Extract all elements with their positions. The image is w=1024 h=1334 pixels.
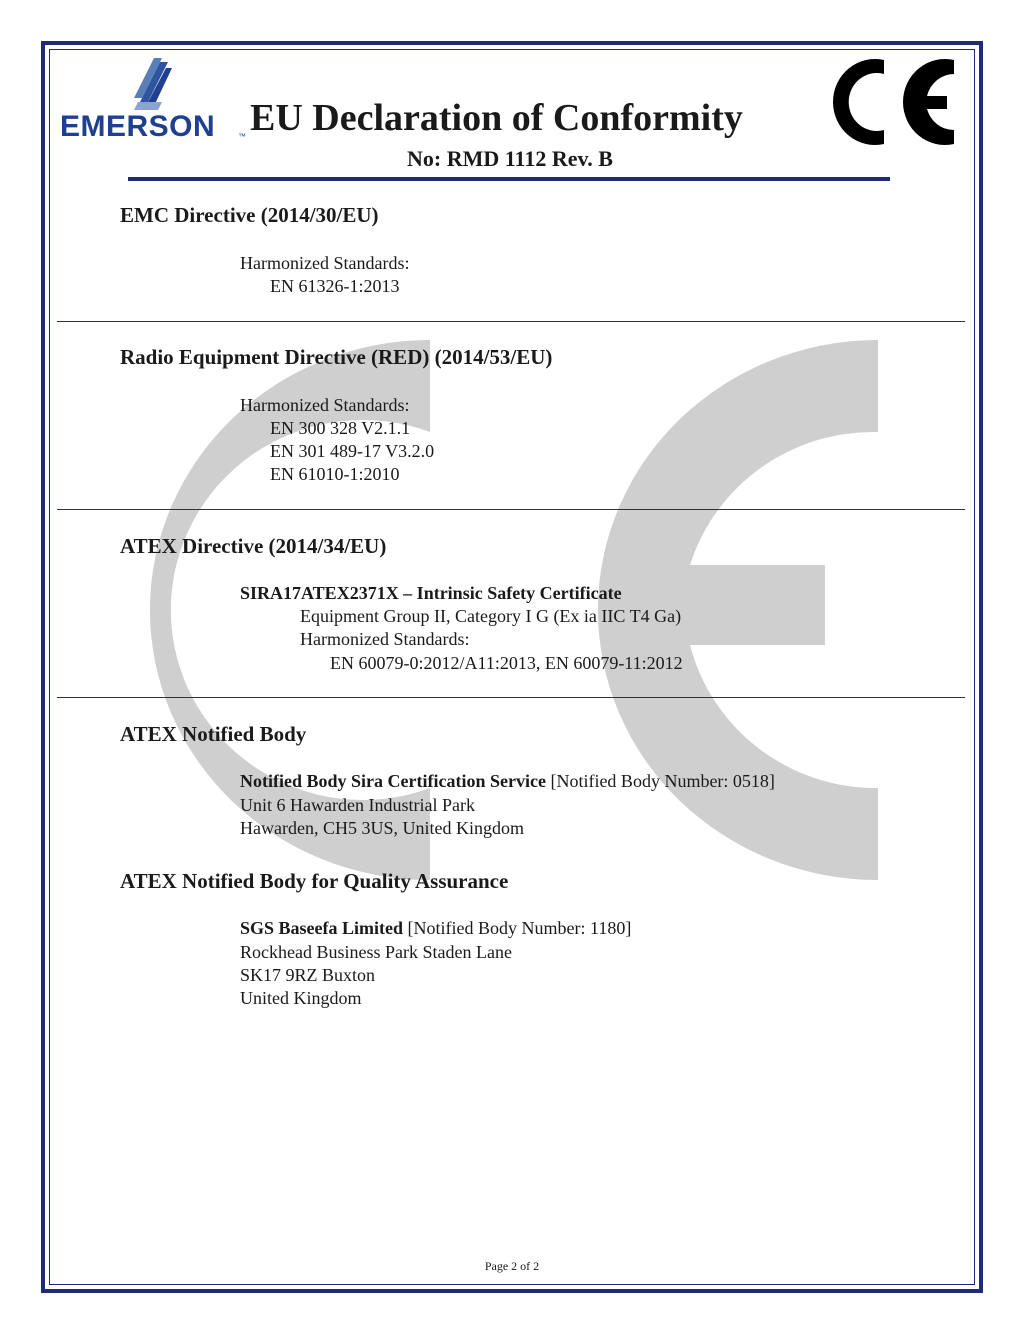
emc-standard: EN 61326-1:2013 bbox=[270, 276, 400, 296]
emerson-logo-mark-icon bbox=[132, 58, 172, 116]
red-standard: EN 61010-1:2010 bbox=[270, 464, 400, 484]
section-divider bbox=[57, 509, 965, 510]
document-number bbox=[0, 146, 1024, 172]
red-standards-label: Harmonized Standards: bbox=[240, 395, 410, 415]
quality-body-address: SK17 9RZ Buxton bbox=[240, 965, 376, 985]
section-divider bbox=[57, 321, 965, 322]
document-title: EU Declaration of Conformity bbox=[250, 97, 743, 139]
quality-body-address: United Kingdom bbox=[240, 988, 362, 1008]
atex-standard: EN 60079-0:2012/A11:2013, EN 60079-11:2012 bbox=[330, 653, 683, 673]
notified-body-heading: ATEX Notified Body bbox=[120, 722, 307, 746]
ce-mark-icon bbox=[832, 58, 956, 146]
quality-body-name: SGS Baseefa Limited bbox=[240, 918, 404, 938]
atex-heading: ATEX Directive (2014/34/EU) bbox=[120, 534, 387, 558]
notified-body-number: [Notified Body Number: 0518] bbox=[550, 771, 775, 791]
atex-certificate: SIRA17ATEX2371X – Intrinsic Safety Certificate bbox=[240, 583, 622, 603]
quality-body-number: [Notified Body Number: 1180] bbox=[407, 918, 632, 938]
quality-body-heading: ATEX Notified Body for Quality Assurance bbox=[120, 869, 509, 893]
emc-standards-label: Harmonized Standards: bbox=[240, 253, 410, 273]
notified-body-name: Notified Body Sira Certification Service bbox=[240, 771, 546, 791]
page-number: Page 2 of 2 bbox=[484, 1259, 540, 1273]
quality-body-line bbox=[240, 918, 631, 939]
atex-standards-label: Harmonized Standards: bbox=[300, 629, 470, 649]
quality-body-address: Rockhead Business Park Staden Lane bbox=[240, 942, 512, 962]
logo-trademark: ™ bbox=[238, 132, 246, 141]
title-rule bbox=[128, 177, 890, 181]
section-divider bbox=[57, 697, 965, 698]
emerson-logo bbox=[60, 58, 250, 148]
red-standard: EN 300 328 V2.1.1 bbox=[270, 418, 411, 438]
atex-equipment: Equipment Group II, Category I G (Ex ia IIC T4 Ga) bbox=[300, 606, 682, 626]
emc-heading: EMC Directive (2014/30/EU) bbox=[120, 203, 379, 227]
red-heading: Radio Equipment Directive (RED) (2014/53/EU) bbox=[120, 345, 553, 369]
notified-body-address: Hawarden, CH5 3US, United Kingdom bbox=[240, 818, 524, 838]
notified-body-address: Unit 6 Hawarden Industrial Park bbox=[240, 795, 475, 815]
document-number-text: No: RMD 1112 Rev. B bbox=[407, 146, 613, 171]
logo-text: EMERSON bbox=[60, 110, 216, 143]
red-standard: EN 301 489-17 V3.2.0 bbox=[270, 441, 435, 461]
notified-body-line bbox=[240, 771, 775, 792]
